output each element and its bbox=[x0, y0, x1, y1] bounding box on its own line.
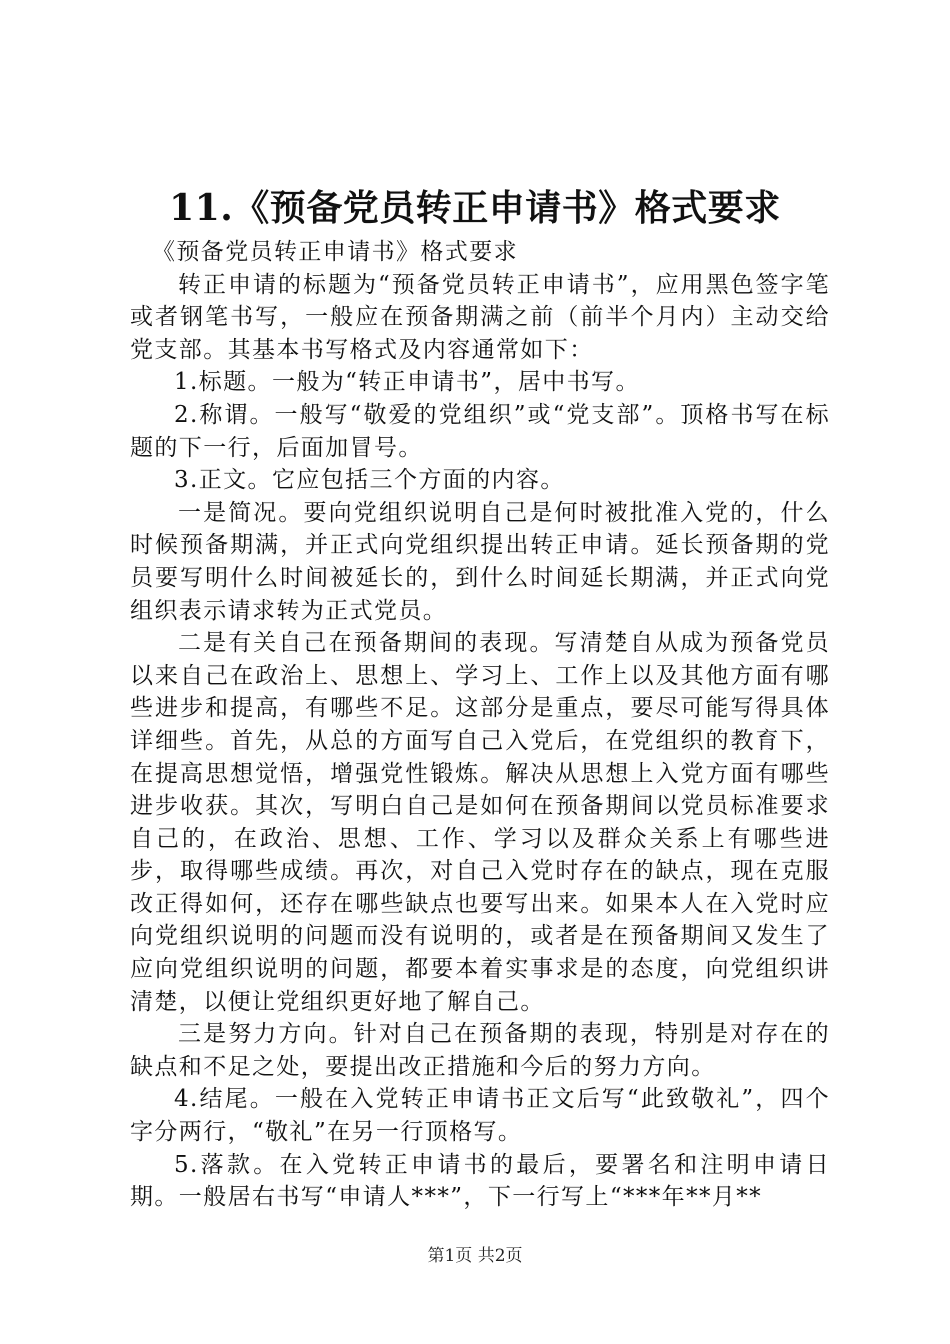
item-body-paragraph: 3.正文。它应包括三个方面的内容。 bbox=[174, 467, 565, 494]
direction-paragraph: 三是努力方向。针对自己在预备期的表现，特别是对存在的缺点和不足之处，要提出改正措施和今后的努力方向。 bbox=[130, 1021, 830, 1080]
performance-paragraph: 二是有关自己在预备期间的表现。写清楚自从成为预备党员以来自己在政治上、思想上、学习上、工作上以及其他方面有哪些进步和提高，有哪些不足。这部分是重点，要尽可能写得具体详细些。首先，从总的方面写自己入党后，在党组织的教育下，在提高思想觉悟，增强党性锻炼。解决从思想上入党方面有哪些进步收获。其次，写明白自己是如何在预备期间以党员标准要求自己的，在政治、思想、工作、学习以及群众关系上有哪些进步，取得哪些成绩。再次，对自己入党时存在的缺点，现在克服改正得如何，还存在哪些缺点也要写出来。如果本人在入党时应向党组织说明的问题而没有说明的，或者是在预备期间又发生了应向党组织说明的问题，都要本着实事求是的态度，向党组织讲清楚，以便让党组织更好地了解自己。 bbox=[130, 630, 830, 1015]
item-salutation-paragraph: 2.称谓。一般写“敬爱的党组织”或“党支部”。顶格书写在标题的下一行，后面加冒号。 bbox=[130, 401, 830, 461]
page-title: 11.《预备党员转正申请书》格式要求 bbox=[169, 187, 781, 229]
item-closing-paragraph: 4.结尾。一般在入党转正申请书正文后写“此致敬礼”，四个字分两行，“敬礼”在另一行顶格写。 bbox=[130, 1086, 830, 1146]
intro-paragraph: 转正申请的标题为“预备党员转正申请书”，应用黑色签字笔或者钢笔书写，一般应在预备期满之前（前半个月内）主动交给党支部。其基本书写格式及内容通常如下： bbox=[130, 271, 830, 363]
page-number: 第1页 共2页 bbox=[427, 1246, 523, 1266]
subtitle-paragraph: 《预备党员转正申请书》格式要求 bbox=[152, 239, 518, 265]
item-signature-paragraph: 5.落款。在入党转正申请书的最后，要署名和注明申请日期。一般居右书写“申请人***”，下一行写上“***年**月** bbox=[130, 1151, 830, 1211]
item-title-paragraph: 1.标题。一般为“转正申请书”，居中书写。 bbox=[174, 369, 640, 396]
overview-paragraph: 一是简况。要向党组织说明自己是何时被批准入党的，什么时候预备期满，并正式向党组织提出转正申请。延长预备期的党员要写明什么时间被延长的，到什么时间延长期满，并正式向党组织表示请求转为正式党员。 bbox=[130, 499, 830, 624]
document-body bbox=[130, 236, 830, 1214]
